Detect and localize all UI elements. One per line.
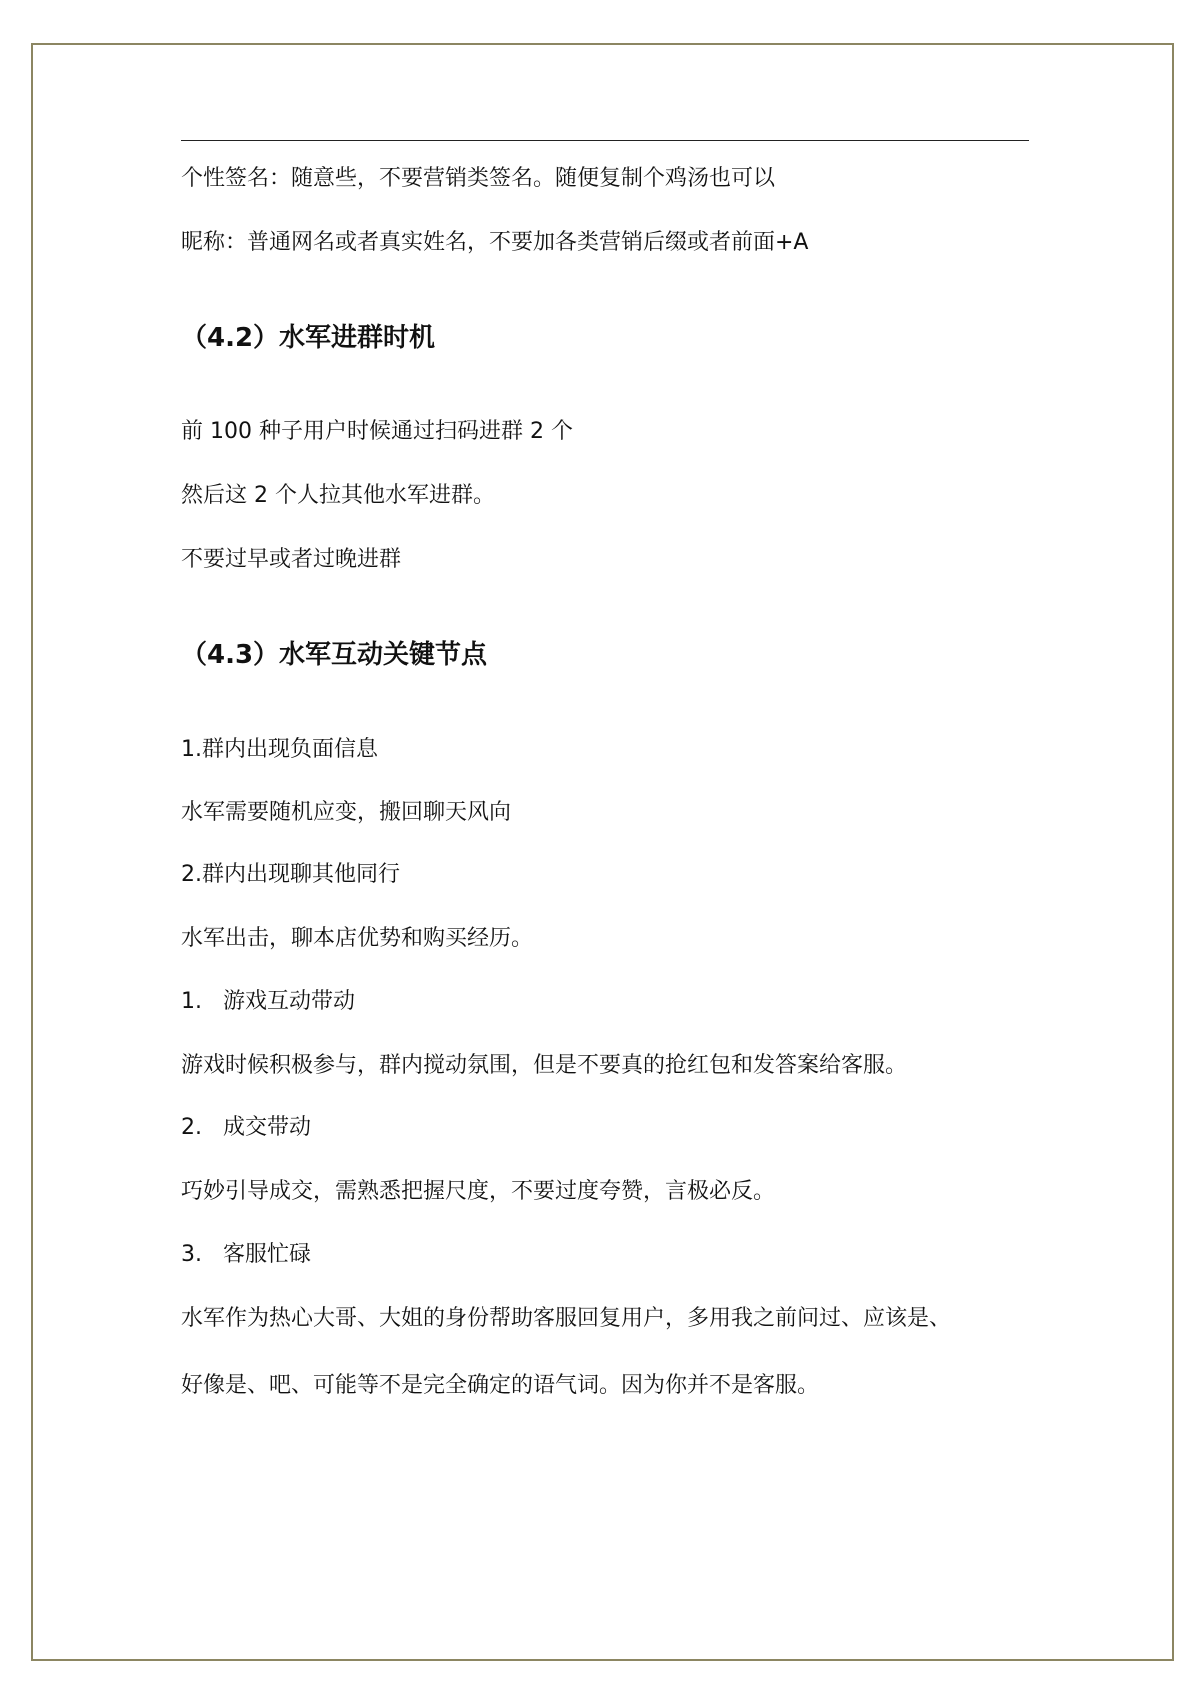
list-title: 游戏互动带动	[223, 989, 356, 1014]
list-number: 2.	[181, 1115, 202, 1140]
item-2-title: 2.群内出现聊其他同行	[181, 862, 400, 887]
section-heading-4-3: （4.3）水军互动关键节点	[181, 640, 488, 670]
list-title: 客服忙碌	[223, 1242, 312, 1267]
section-4-2-line-2: 然后这 2 个人拉其他水军进群。	[181, 483, 495, 508]
list-title: 成交带动	[223, 1115, 312, 1140]
signature-line: 个性签名：随意些，不要营销类签名。随便复制个鸡汤也可以	[181, 166, 776, 191]
list-item-1-title	[181, 987, 355, 1017]
page-border	[31, 43, 1174, 1661]
list-item-3-text-line-2: 好像是、吧、可能等不是完全确定的语气词。因为你并不是客服。	[181, 1373, 820, 1398]
nickname-line: 昵称：普通网名或者真实姓名，不要加各类营销后缀或者前面+A	[181, 230, 809, 255]
list-item-2-text: 巧妙引导成交，需熟悉把握尺度，不要过度夸赞，言极必反。	[181, 1179, 776, 1204]
item-1-text: 水军需要随机应变，搬回聊天风向	[181, 800, 512, 825]
list-item-3-title	[181, 1240, 311, 1270]
header-divider	[181, 140, 1029, 141]
section-4-2-line-3: 不要过早或者过晚进群	[181, 547, 402, 572]
list-item-2-title	[181, 1113, 311, 1143]
list-item-3-text-line-1: 水军作为热心大哥、大姐的身份帮助客服回复用户，多用我之前问过、应该是、	[181, 1306, 952, 1331]
list-number: 3.	[181, 1242, 202, 1267]
list-number: 1.	[181, 989, 202, 1014]
item-2-text: 水军出击，聊本店优势和购买经历。	[181, 926, 534, 951]
section-4-2-line-1: 前 100 种子用户时候通过扫码进群 2 个	[181, 419, 573, 444]
list-item-1-text: 游戏时候积极参与，群内搅动氛围，但是不要真的抢红包和发答案给客服。	[181, 1053, 908, 1078]
item-1-title: 1.群内出现负面信息	[181, 737, 378, 762]
section-heading-4-2: （4.2）水军进群时机	[181, 323, 436, 353]
